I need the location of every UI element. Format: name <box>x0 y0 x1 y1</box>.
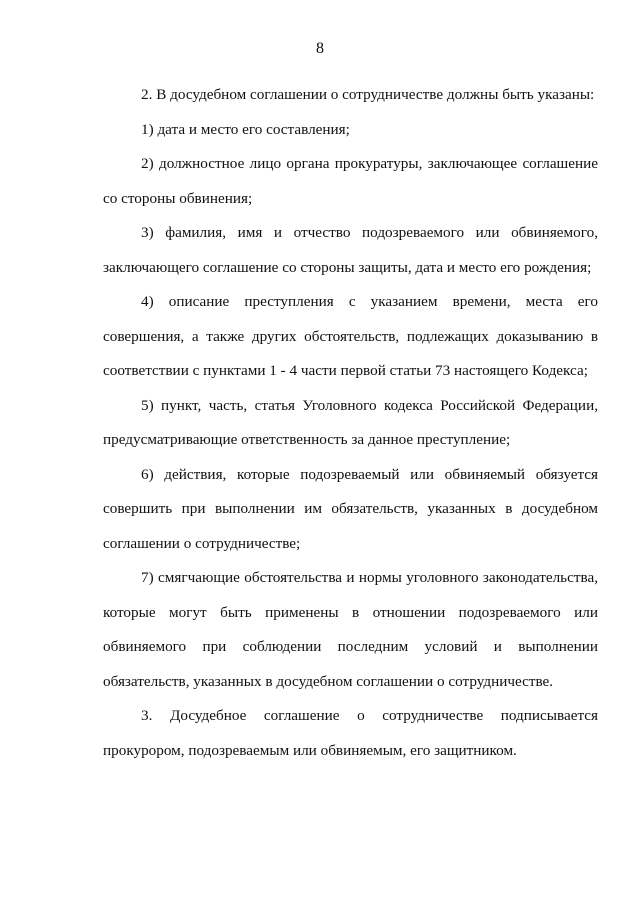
paragraph-item-4: 4) описание преступления с указанием времени, места его совершения, а также других обстоятельств, подлежащих доказыванию в соответствии с пунктами 1 - 4 части первой статьи 73 настоящего Кодекса; <box>103 293 598 379</box>
paragraph-item-6: 6) действия, которые подозреваемый или обвиняемый обязуется совершить при выполнении им обязательств, указанных в досудебном соглашении о сотрудничестве; <box>103 465 598 552</box>
paragraph-2-intro: 2. В досудебном соглашении о сотрудничестве должны быть указаны: <box>141 86 595 103</box>
paragraph-item-3: 3) фамилия, имя и отчество подозреваемого или обвиняемого, заключающего соглашение со стороны защиты, дата и место его рождения; <box>103 224 598 276</box>
paragraph-item-7: 7) смягчающие обстоятельства и нормы уголовного законодательства, которые могут быть применены в отношении подозреваемого или обвиняемого при соблюдении последним условий и выполнении обязательств, указанных в досудебном соглашении о сотрудничестве. <box>103 569 598 690</box>
page-number: 8 <box>316 40 324 57</box>
paragraph-item-2: 2) должностное лицо органа прокуратуры, заключающее соглашение со стороны обвинения; <box>103 155 598 207</box>
paragraph-3-signing: 3. Досудебное соглашение о сотрудничестве подписывается прокурором, подозреваемым или обвиняемым, его защитником. <box>103 707 598 759</box>
document-body <box>103 78 598 768</box>
paragraph-item-1: 1) дата и место его составления; <box>141 120 350 138</box>
paragraph-item-5: 5) пункт, часть, статья Уголовного кодекса Российской Федерации, предусматривающие ответственность за данное преступление; <box>103 396 598 448</box>
